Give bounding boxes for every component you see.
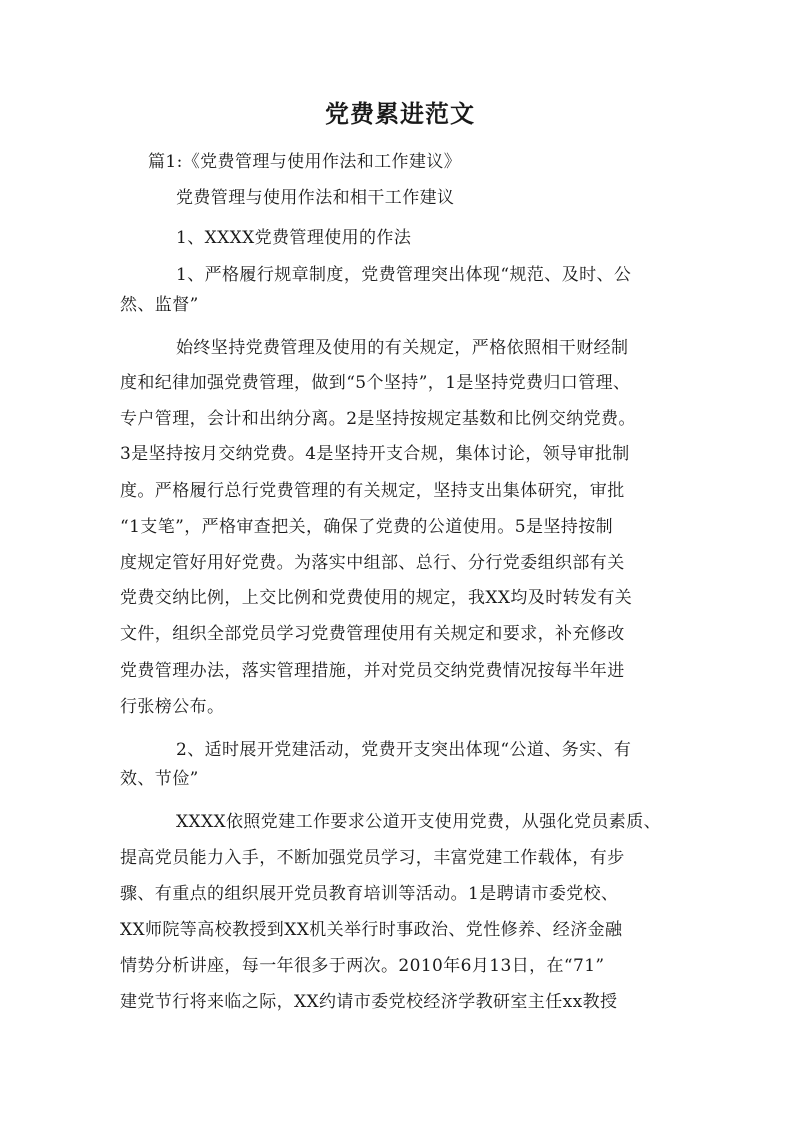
text-line: 骤、有重点的组织展开党员教育培训等活动。1是聘请市委党校、 xyxy=(120,884,619,904)
text-line: 文件，组织全部党员学习党费管理使用有关规定和要求，补充修改 xyxy=(120,624,625,644)
text-line: 然、监督” xyxy=(120,295,199,315)
text-line: XXXX依照党建工作要求公道开支使用党费，从强化党员素质、 xyxy=(176,812,662,832)
numbered-heading: 1、严格履行规章制度，党费管理突出体现“规范、及时、公 xyxy=(176,265,632,285)
text-line: 3是坚持按月交纳党费。4是坚持开支合规，集体讨论，领导审批制 xyxy=(120,444,630,464)
text-line: 情势分析讲座，每一年很多于两次。2010年6月13日，在“71” xyxy=(120,956,605,976)
numbered-heading: 1、XXXX党费管理使用的作法 xyxy=(176,228,412,248)
text-line: 党费交纳比例，上交比例和党费使用的规定，我XX均及时转发有关 xyxy=(120,588,633,608)
document-title: 党费累进范文 xyxy=(325,99,475,128)
text-line: 度。严格履行总行党费管理的有关规定，坚持支出集体研究，审批 xyxy=(120,481,625,501)
text-line: 专户管理，会计和出纳分离。2是坚持按规定基数和比例交纳党费。 xyxy=(120,409,636,429)
text-line: 建党节行将来临之际，XX约请市委党校经济学教研室主任xx教授 xyxy=(120,992,618,1012)
text-line: 行张榜公布。 xyxy=(120,697,225,717)
text-line: 度规定管好用好党费。为落实中组部、总行、分行党委组织部有关 xyxy=(120,553,625,573)
text-line: “1支笔”，严格审查把关，确保了党费的公道使用。5是坚持按制 xyxy=(120,517,614,537)
text-line: 度和纪律加强党费管理，做到“5个坚持”，1是坚持党费归口管理、 xyxy=(120,373,631,393)
subheading: 党费管理与使用作法和相干工作建议 xyxy=(176,188,455,208)
text-line: 党费管理办法，落实管理措施，并对党员交纳党费情况按每半年进 xyxy=(120,661,625,681)
section-heading: 篇1:《党费管理与使用作法和工作建议》 xyxy=(148,152,462,172)
numbered-heading: 2、适时展开党建活动，党费开支突出体现“公道、务实、有 xyxy=(176,740,632,760)
text-line: 效、节俭” xyxy=(120,769,199,789)
text-line: 提高党员能力入手，不断加强党员学习，丰富党建工作载体，有步 xyxy=(120,848,625,868)
text-line: XX师院等高校教授到XX机关举行时事政治、党性修养、经济金融 xyxy=(120,920,623,940)
text-line: 始终坚持党费管理及使用的有关规定，严格依照相干财经制 xyxy=(176,338,629,358)
